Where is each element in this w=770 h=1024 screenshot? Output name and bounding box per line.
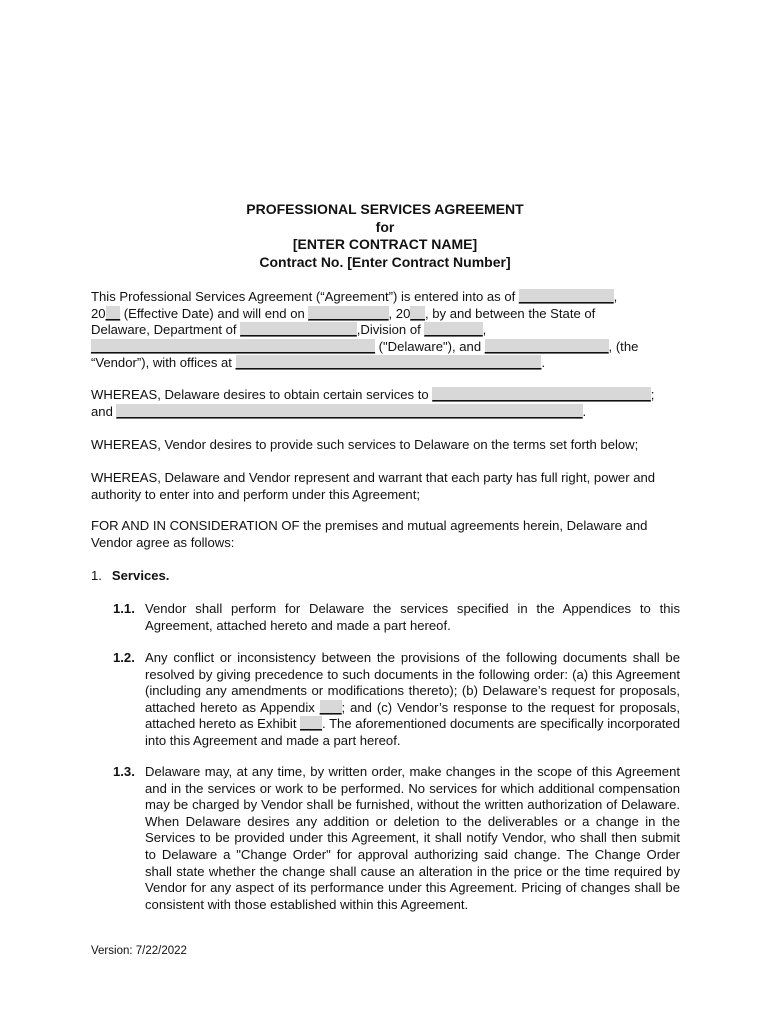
end-year-field[interactable]: __ — [410, 305, 425, 321]
section-1-heading — [91, 568, 169, 583]
clause-1-3 — [113, 764, 680, 913]
contract-number: Contract No. [Enter Contract Number] — [259, 253, 511, 270]
end-date-field[interactable]: ___________ — [308, 305, 389, 321]
consideration-paragraph: FOR AND IN CONSIDERATION OF the premises and mutual agreements herein, Delaware and Vendor agree as follows: — [91, 518, 648, 550]
section-1-number: 1. — [91, 568, 102, 583]
clause-text: Delaware may, at any time, by written order, make changes in the scope of this Agreement and in the services or work to be performed. No services for which additional compensation may be charged by Vendor shall be furnished, without the written authorization of Delaware. When Delaware desires any addition or deletion to the deliverables or a change in the Services to be provided under this Agreement, it shall notify Vendor, who shall then submit to Delaware a "Change Order" for approval authorizing said change. The Change Order shall state whether the change shall cause an alteration in the price or the time required by Vendor for any aspect of its performance under this Agreement. Pricing of changes shall be consistent with those established within this Agreement. — [145, 764, 680, 912]
intro-text: . — [541, 355, 546, 371]
clause-number: 1.2. — [113, 650, 135, 665]
services-purpose-field[interactable]: ______________________________ — [432, 387, 651, 402]
title-block — [0, 201, 770, 271]
version-footer: Version: 7/22/2022 — [91, 945, 187, 957]
vendor-address-field[interactable]: __________________________________________ — [235, 355, 542, 371]
intro-text: This Professional Services Agreement (“Agreement”) is entered into as of — [91, 289, 519, 304]
clause-text: Vendor shall perform for Delaware the services specified in the Appendices to this Agreement, attached hereto and made a part hereof. — [145, 601, 680, 633]
clause-text-part: . The aforementioned documents are specifically incorporated into this Agreement and made a part hereof. — [145, 716, 680, 748]
clause-text-part: ; and (c) Vendor’s response to the request for proposals, attached hereto as Exhibit — [145, 699, 680, 732]
effective-year-field[interactable]: __ — [105, 305, 121, 321]
services-additional-field[interactable]: ________________________________________________________________ — [116, 403, 583, 419]
intro-text: Delaware, Department of — [91, 322, 241, 338]
effective-date-field[interactable]: _____________ — [518, 289, 614, 304]
whereas-text: WHEREAS, Delaware desires to obtain certain services to — [91, 387, 433, 402]
intro-text: , by and between the State of — [424, 305, 596, 321]
intro-text: 20 — [91, 305, 106, 321]
clause-number: 1.1. — [113, 601, 135, 616]
intro-paragraph — [91, 289, 691, 372]
clause-text — [145, 650, 680, 750]
exhibit-field[interactable]: ___ — [300, 716, 322, 732]
whereas-text: ; — [650, 387, 655, 402]
intro-text: (Effective Date) and will end on — [120, 305, 309, 321]
contract-name-placeholder: [ENTER CONTRACT NAME] — [292, 236, 478, 252]
intro-text: , (the — [608, 338, 639, 354]
intro-text: ,Division of — [356, 322, 425, 338]
section-1-title: Services. — [111, 568, 170, 583]
intro-text: ("Delaware"), and — [375, 338, 485, 354]
clause-text-part: Any conflict or inconsistency between the provisions of the following documents shall be resolved by giving precedence to such documents in the following order: (a) this Agreement (including any amendments or modifications thereto); (b) Delaware’s request for proposals, attached hereto as Appendix — [145, 650, 680, 715]
division-field[interactable]: ________ — [424, 322, 483, 338]
delaware-entity-field[interactable]: _______________________________________ — [91, 338, 376, 354]
clause-number: 1.3. — [113, 764, 135, 779]
vendor-name-field[interactable]: _________________ — [484, 338, 609, 354]
whereas-text: . — [582, 403, 587, 419]
whereas-text: and — [91, 403, 117, 419]
intro-text: “Vendor”), with offices at — [91, 355, 236, 371]
clause-1-1 — [113, 601, 680, 634]
intro-text: , — [613, 289, 618, 304]
agreement-title: PROFESSIONAL SERVICES AGREEMENT — [246, 201, 524, 217]
intro-text: , — [482, 322, 487, 338]
whereas-services-paragraph — [91, 387, 691, 420]
whereas-vendor-paragraph: WHEREAS, Vendor desires to provide such services to Delaware on the terms set forth below; — [91, 437, 639, 452]
whereas-warrant-paragraph: WHEREAS, Delaware and Vendor represent and warrant that each party has full right, power and authority to enter into and perform under this Agreement; — [91, 470, 656, 502]
appendix-field[interactable]: ___ — [319, 699, 342, 715]
department-field[interactable]: ________________ — [240, 322, 357, 338]
title-for: for — [375, 218, 395, 235]
intro-text: , 20 — [388, 305, 411, 321]
clause-1-2 — [113, 650, 680, 750]
